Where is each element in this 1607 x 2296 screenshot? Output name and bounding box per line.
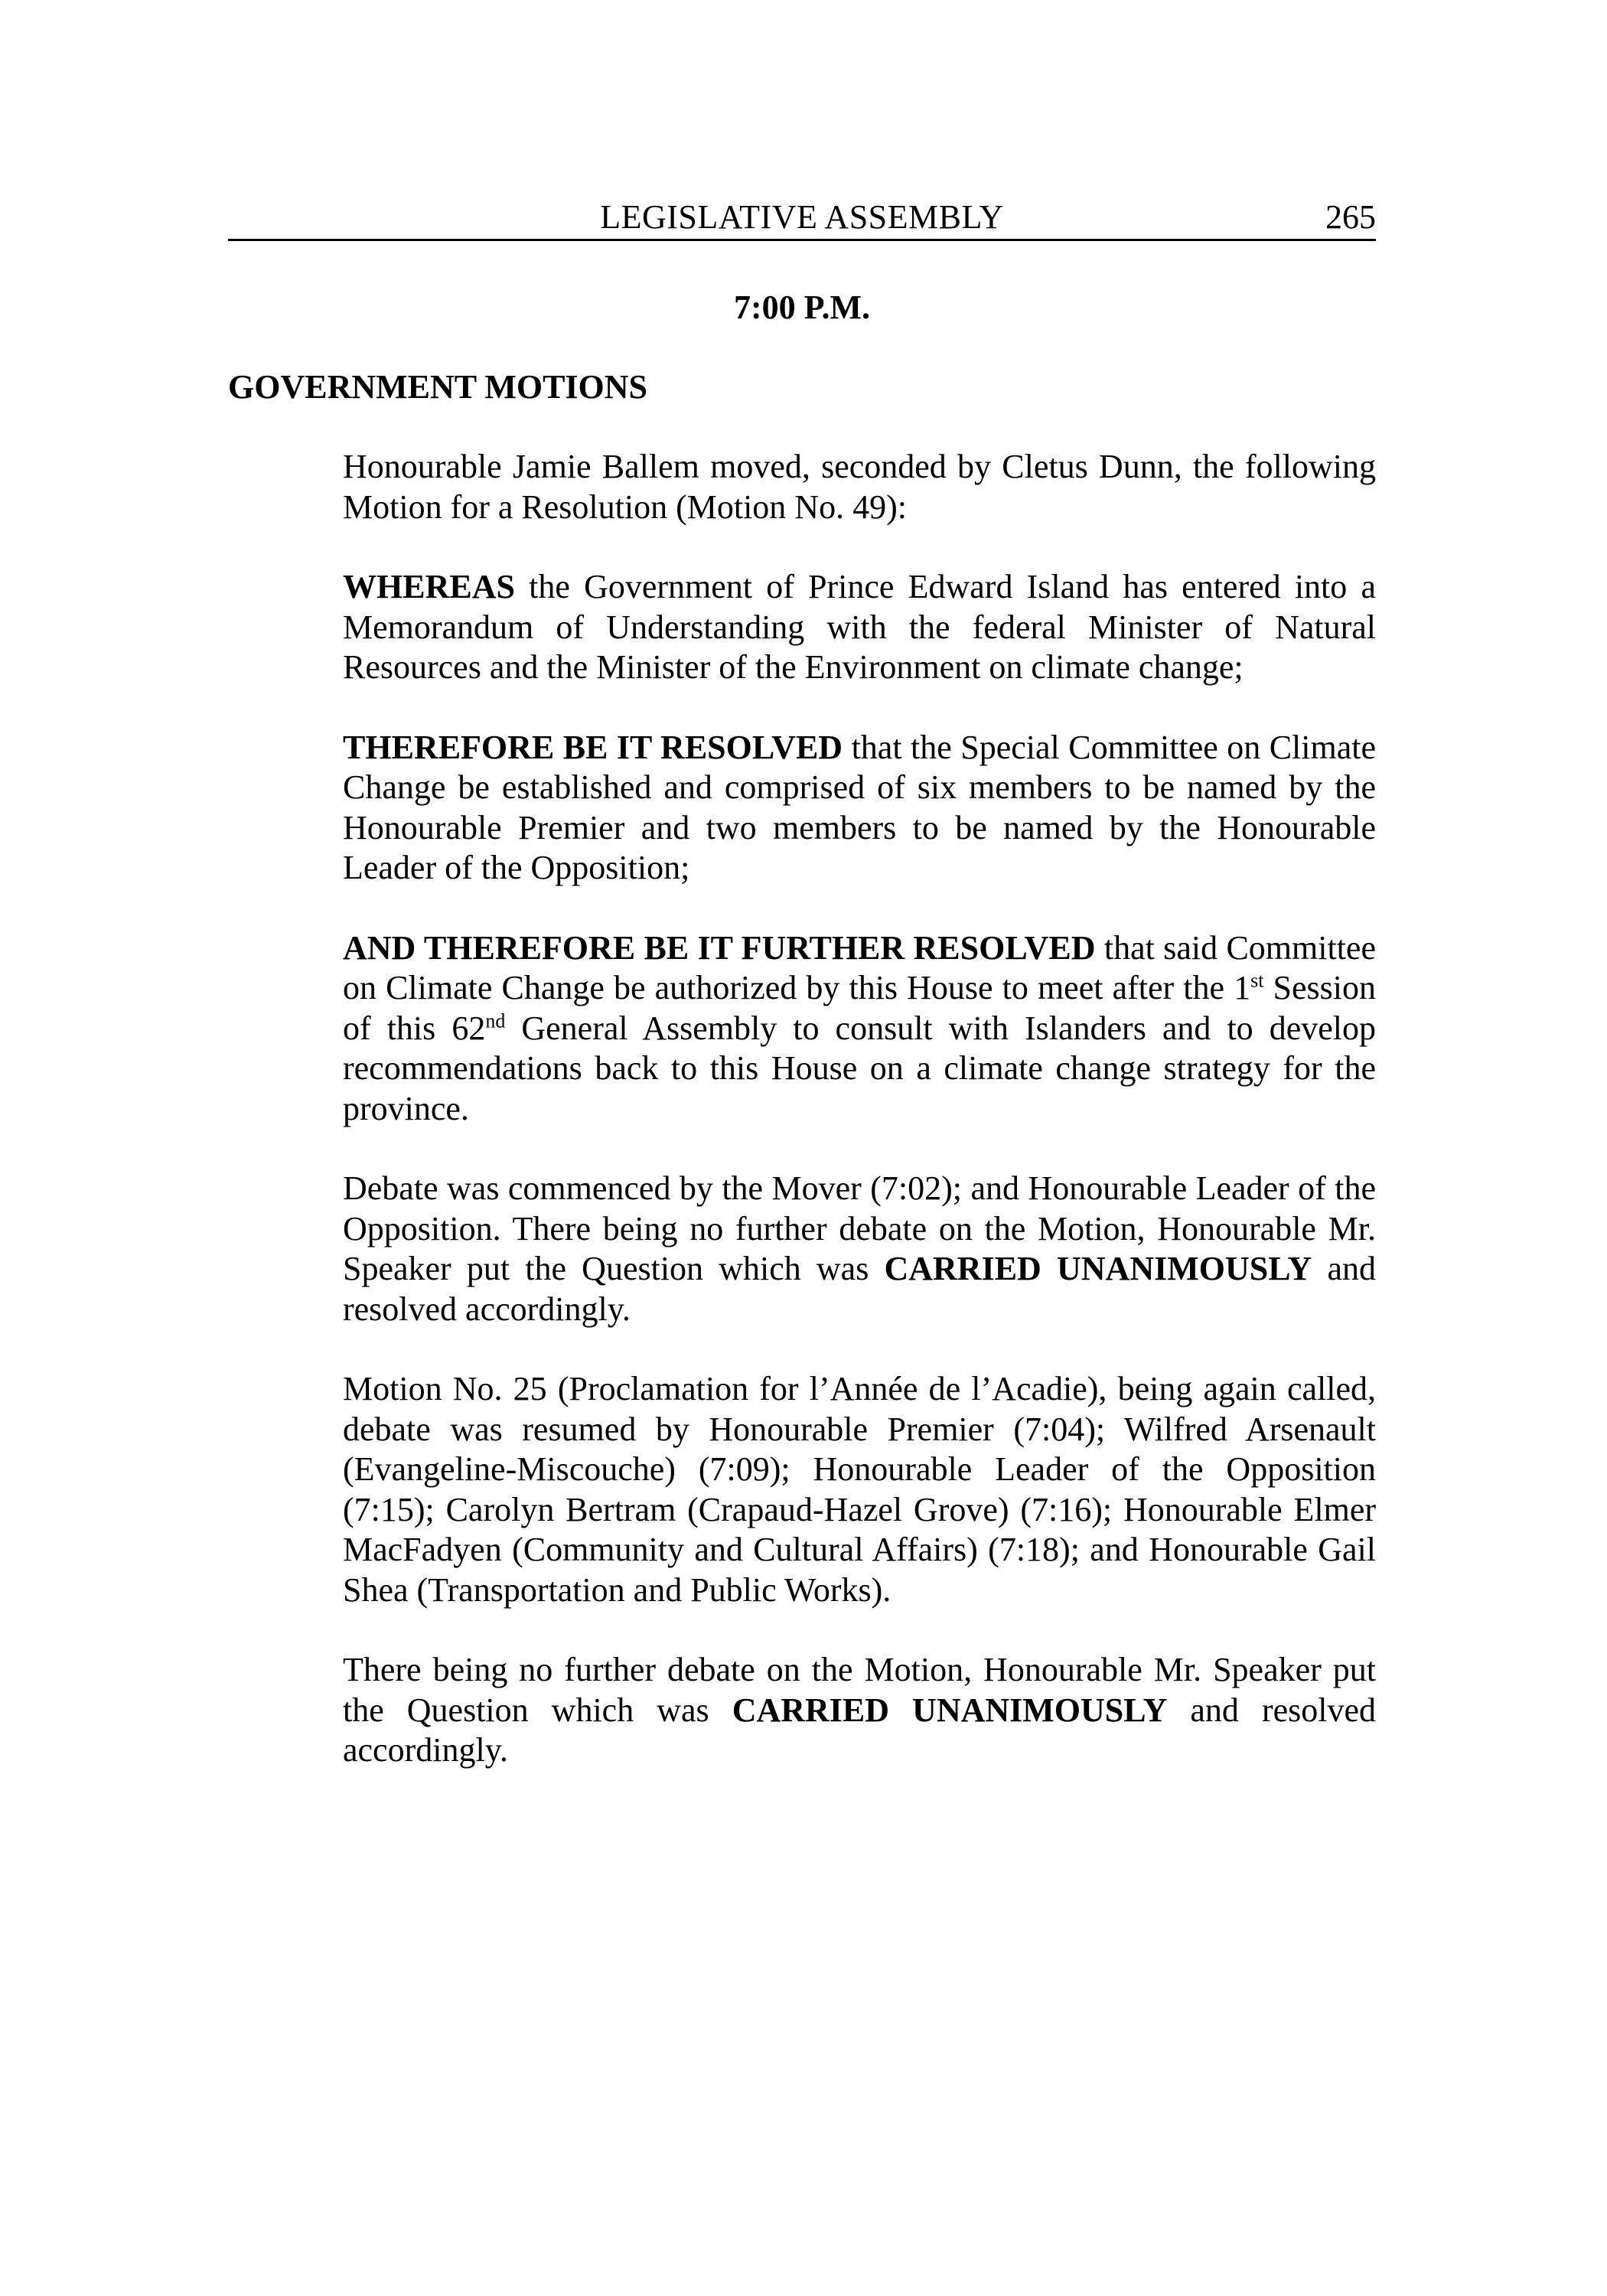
page-number: 265 (1325, 198, 1376, 236)
running-title: LEGISLATIVE ASSEMBLY (600, 198, 1004, 236)
further-resolved-text-c: General Assembly to consult with Islanders and to develop recommendations back to this House on a climate change strategy for the province. (343, 1009, 1376, 1127)
time-heading: 7:00 P.M. (733, 289, 871, 326)
debate-2-text-b: and resolved accordingly. (343, 1691, 1377, 1769)
whereas-text: the Government of Prince Edward Island has entered into a Memorandum of Understanding with the federal Minister of Natural Resources and the Minister of the Environment on climate change; (343, 568, 1376, 686)
motion-25-paragraph: Motion No. 25 (Proclamation for l’Année de l’Acadie), being again called, debate was resumed by Honourable Premier (7:04); Wilfred Arsenault (Evangeline-Miscouche) (7:09); Honourable Leader of the Opposition (7:15); Carolyn Bertram (Crapaud-Hazel Grove) (7:16); Honourable Elmer MacFadyen (Community and Cultural Affairs) (7:18); and Honourable Gail Shea (Transportation and Public Works). (343, 1370, 1376, 1609)
debate-2-result: CARRIED UNANIMOUSLY (732, 1691, 1168, 1729)
further-resolved-lead: AND THEREFORE BE IT FURTHER RESOLVED (343, 928, 1096, 967)
debate-1-text-a: Debate was commenced by the Mover (7:02); and Honourable Leader of the Opposition. There being no further debate on the Motion, Honourable Mr. Speaker put the Question which was (343, 1169, 1376, 1287)
debate-1-result: CARRIED UNANIMOUSLY (884, 1250, 1312, 1287)
further-resolved-paragraph (343, 928, 1376, 1130)
further-resolved-text-a: that said Committee on Climate Change be authorized by this House to meet after the 1 (343, 928, 1376, 1006)
whereas-paragraph (343, 567, 1376, 688)
whereas-lead: WHEREAS (343, 568, 515, 605)
section-heading: GOVERNMENT MOTIONS (228, 368, 648, 406)
ordinal-suffix-nd: nd (485, 1009, 506, 1032)
resolved-text: that the Special Committee on Climate Change be established and comprised of six members to be named by the Honourable Premier and two members to be named by the Honourable Leader of the Opposition; (343, 728, 1377, 886)
body-text (343, 447, 1376, 1811)
debate-2-text-a: There being no further debate on the Motion, Honourable Mr. Speaker put the Question which was (343, 1651, 1376, 1729)
motion-intro-paragraph: Honourable Jamie Ballem moved, seconded by Cletus Dunn, the following Motion for a Resolution (Motion No. 49): (343, 448, 1376, 526)
running-header (228, 193, 1376, 241)
debate-1-text-b: and resolved accordingly. (343, 1250, 1377, 1328)
resolved-paragraph (343, 728, 1376, 889)
debate-paragraph-1 (343, 1169, 1376, 1329)
further-resolved-text-b: Session of this 62 (343, 969, 1376, 1047)
debate-paragraph-2 (343, 1650, 1376, 1771)
ordinal-suffix-st: st (1250, 969, 1264, 992)
resolved-lead: THEREFORE BE IT RESOLVED (343, 728, 843, 766)
